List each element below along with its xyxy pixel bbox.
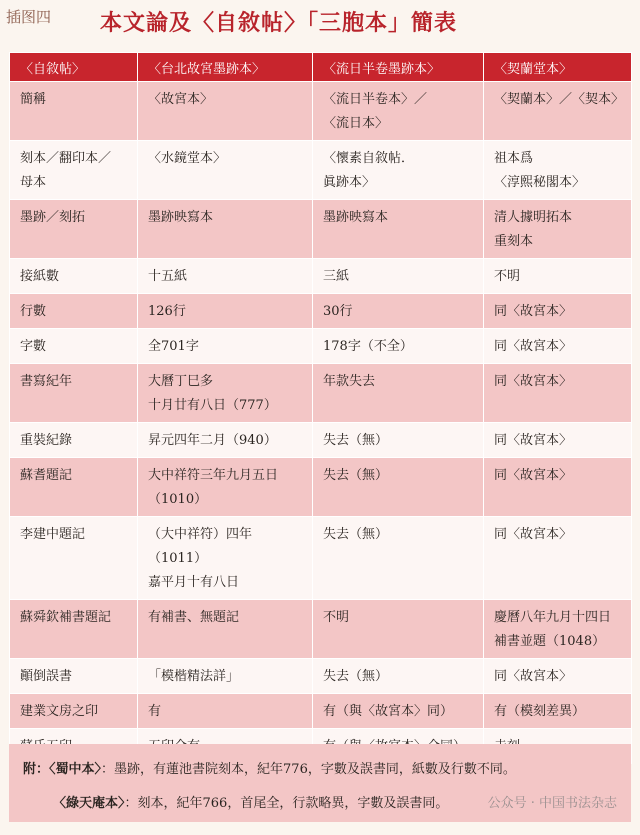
table-row (10, 659, 632, 694)
row-label-cell: 書寫紀年 (10, 364, 138, 423)
header-cell: 〈自敘帖〉 (10, 53, 138, 82)
footnote-item-name: 〈綠天庵本〉 (53, 796, 125, 811)
row-label-cell: 墨跡／刻拓 (10, 200, 138, 259)
table-cell: 同〈故宮本〉 (484, 517, 632, 600)
footnote-line-2 (53, 792, 448, 811)
table-cell: 有補書、無題記 (138, 600, 313, 659)
row-label-cell: 建業文房之印 (10, 694, 138, 729)
table-row (10, 517, 632, 600)
row-label-cell: 顚倒誤書 (10, 659, 138, 694)
comparison-table (9, 52, 632, 764)
table-cell: 〈水鏡堂本〉 (138, 141, 313, 200)
table-row (10, 364, 632, 423)
table-cell: 失去（無） (313, 423, 484, 458)
footnote-prefix: 附： (23, 762, 50, 777)
table-cell: 〈流日半卷本〉／ 〈流日本〉 (313, 82, 484, 141)
table-cell: 〈故宮本〉 (138, 82, 313, 141)
row-label-cell: 字數 (10, 329, 138, 364)
table-header-row (10, 53, 632, 82)
table-cell: 失去（無） (313, 458, 484, 517)
table-row (10, 600, 632, 659)
table-row (10, 423, 632, 458)
table-body (10, 82, 632, 764)
table-cell: 祖本爲 〈淳熙秘閣本〉 (484, 141, 632, 200)
table-cell: 同〈故宮本〉 (484, 659, 632, 694)
header (0, 0, 640, 46)
table-cell: 失去（無） (313, 659, 484, 694)
row-label-cell: 接紙數 (10, 259, 138, 294)
header-cell: 〈台北故宮墨跡本〉 (138, 53, 313, 82)
table-cell: 同〈故宮本〉 (484, 458, 632, 517)
table-cell: 有 (138, 694, 313, 729)
table-row (10, 82, 632, 141)
row-label-cell: 刻本／翻印本／ 母本 (10, 141, 138, 200)
table-cell: 同〈故宮本〉 (484, 329, 632, 364)
table-cell: 〈契蘭本〉／〈契本〉 (484, 82, 632, 141)
table-row (10, 694, 632, 729)
table-cell: 年款失去 (313, 364, 484, 423)
row-label-cell: 蘇耆題記 (10, 458, 138, 517)
table-cell: 清人據明拓本 重刻本 (484, 200, 632, 259)
row-label-cell: 行數 (10, 294, 138, 329)
table-cell: 墨跡映寫本 (313, 200, 484, 259)
table-cell: 30行 (313, 294, 484, 329)
table-cell: 墨跡映寫本 (138, 200, 313, 259)
table-cell: 三紙 (313, 259, 484, 294)
table-cell: 十五紙 (138, 259, 313, 294)
table-cell: 同〈故宮本〉 (484, 423, 632, 458)
row-label-cell: 李建中題記 (10, 517, 138, 600)
footnote-item-name: 〈蜀中本〉 (49, 762, 102, 777)
table-cell: 慶曆八年九月十四日 補書並題（1048） (484, 600, 632, 659)
table-cell: 126行 (138, 294, 313, 329)
table-row (10, 329, 632, 364)
table-cell: （大中祥符）四年（1011） 嘉平月十有八日 (138, 517, 313, 600)
footnote-line-1 (23, 758, 516, 777)
table-cell: 有（與〈故宮本〉同） (313, 694, 484, 729)
row-label-cell: 簡稱 (10, 82, 138, 141)
table-cell: 「模楷精法詳」 (138, 659, 313, 694)
table-cell: 同〈故宮本〉 (484, 364, 632, 423)
footnote-item-text: ：墨跡，有蓮池書院刻本，紀年776，字數及誤書同，紙數及行數不同。 (101, 762, 516, 777)
table-cell: 不明 (313, 600, 484, 659)
header-cell: 〈契蘭堂本〉 (484, 53, 632, 82)
table-row (10, 259, 632, 294)
table-row (10, 200, 632, 259)
table-row (10, 458, 632, 517)
table-cell: 有（模刻差異） (484, 694, 632, 729)
footnote (9, 744, 631, 822)
watermark: 公众号 · 中国书法杂志 (487, 796, 617, 811)
table-cell: 大中祥符三年九月五日 （1010） (138, 458, 313, 517)
table-cell: 〈懷素自敘帖． 眞跡本〉 (313, 141, 484, 200)
table-cell: 178字（不全） (313, 329, 484, 364)
table-cell: 同〈故宮本〉 (484, 294, 632, 329)
header-cell: 〈流日半卷墨跡本〉 (313, 53, 484, 82)
table-cell: 全701字 (138, 329, 313, 364)
row-label-cell: 重裝紀錄 (10, 423, 138, 458)
table-row (10, 294, 632, 329)
table-cell: 失去（無） (313, 517, 484, 600)
page-title: 本文論及〈自敘帖〉「三胞本」簡表 (100, 10, 458, 36)
footnote-item-text: ：刻本，紀年766，首尾全，行款略異，字數及誤書同。 (124, 796, 449, 811)
table-cell: 昇元四年二月（940） (138, 423, 313, 458)
plate-label: 插图四 (6, 8, 52, 26)
row-label-cell: 蘇舜欽補書題記 (10, 600, 138, 659)
table-cell: 大曆丁巳多 十月廿有八日（777） (138, 364, 313, 423)
table-cell: 不明 (484, 259, 632, 294)
table-row (10, 141, 632, 200)
